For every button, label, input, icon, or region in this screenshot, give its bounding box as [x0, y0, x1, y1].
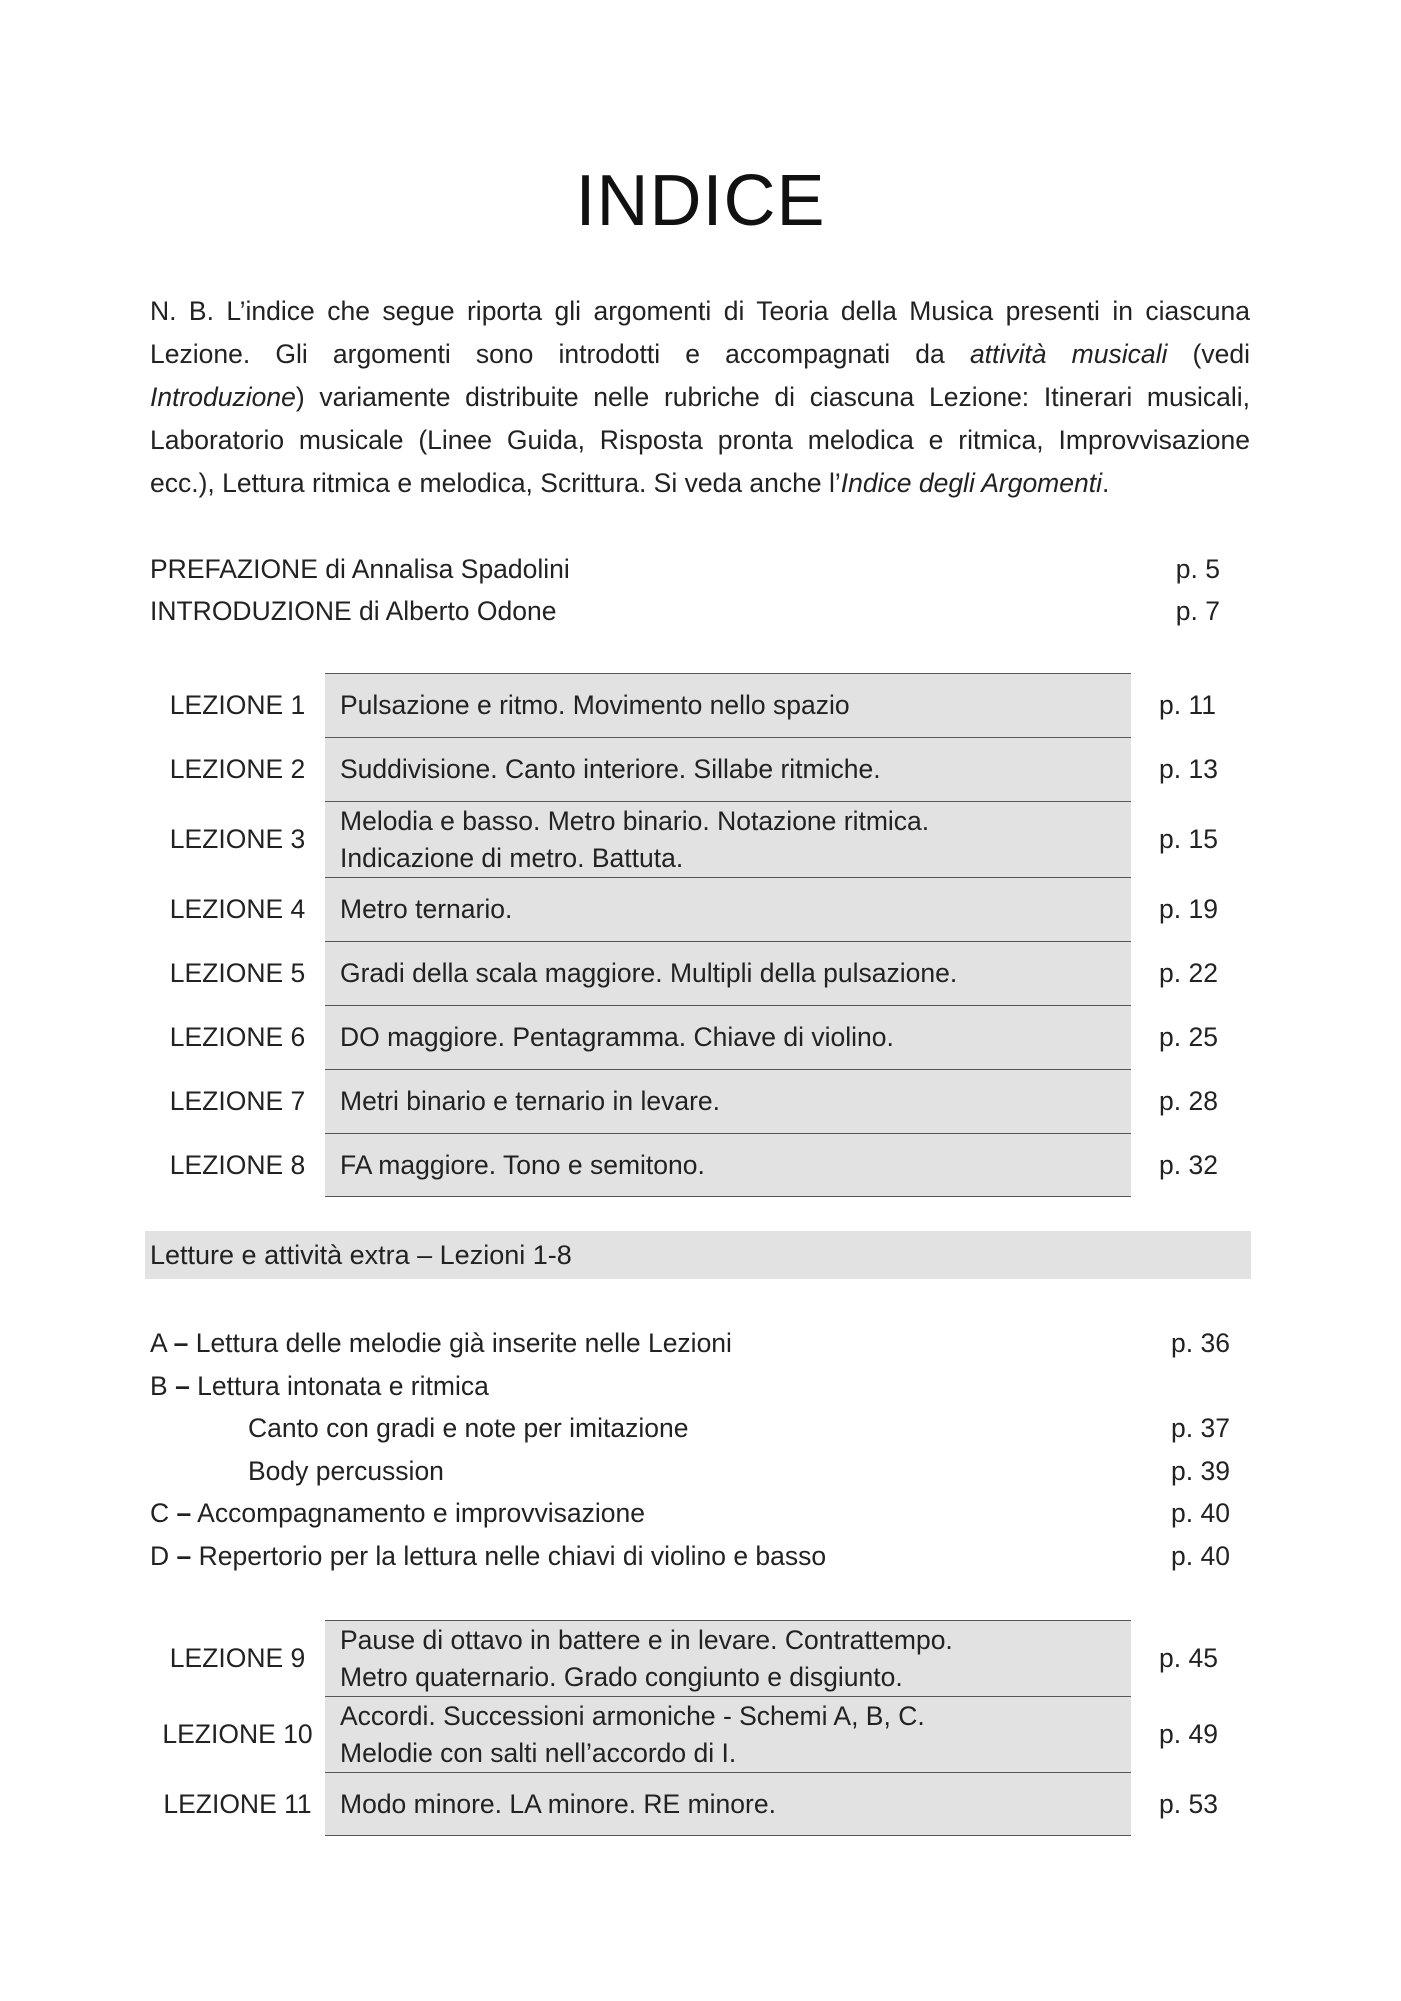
lesson-topic-line: Suddivisione. Canto interiore. Sillabe ritmiche. — [340, 754, 881, 784]
lesson-topic-line: Metri binario e ternario in levare. — [340, 1086, 721, 1116]
lesson-label: LEZIONE 4 — [169, 893, 306, 924]
lesson-page: p. 11 — [1159, 689, 1216, 720]
lesson-row[interactable] — [150, 1772, 1230, 1836]
extra-item[interactable] — [150, 1450, 1230, 1493]
lesson-label: LEZIONE 6 — [169, 1021, 306, 1052]
lesson-row[interactable] — [150, 1069, 1230, 1133]
front-matter-list — [150, 548, 1220, 632]
lesson-row[interactable] — [150, 941, 1230, 1005]
extra-item[interactable] — [150, 1535, 1230, 1578]
extra-item[interactable] — [150, 1365, 1230, 1408]
lesson-page: p. 32 — [1159, 1149, 1218, 1180]
note-line-2-a: Lezione. Gli argomenti sono introdotti e accompagnati da — [150, 339, 970, 369]
lesson-page: p. 22 — [1159, 957, 1218, 988]
lessons-table-1 — [150, 673, 1230, 1197]
lesson-topic-line: Gradi della scala maggiore. Multipli della pulsazione. — [340, 958, 958, 988]
lesson-topics — [325, 1772, 1131, 1836]
lesson-page: p. 25 — [1159, 1021, 1218, 1052]
note-line-2-italic: attività musicali — [969, 339, 1168, 369]
lesson-topics — [325, 1620, 1131, 1696]
extra-page: p. 37 — [1171, 1413, 1230, 1443]
extra-label: Body percussion — [248, 1455, 444, 1486]
front-matter-label: PREFAZIONE di Annalisa Spadolini — [150, 554, 570, 584]
extra-label: Canto con gradi e note per imitazione — [248, 1413, 689, 1443]
extra-item[interactable] — [150, 1492, 1230, 1535]
extra-letter: B — [150, 1370, 168, 1401]
extra-label: Lettura delle melodie già inserite nelle Lezioni — [188, 1328, 732, 1358]
extra-dash: – — [175, 1370, 190, 1401]
lesson-row[interactable] — [150, 1133, 1230, 1197]
lesson-page: p. 49 — [1159, 1718, 1218, 1749]
lesson-topics — [325, 1005, 1131, 1069]
lesson-topics — [325, 877, 1131, 941]
lesson-topic-line: Melodie con salti nell’accordo di I. — [340, 1737, 737, 1768]
note-line-3 — [150, 376, 1250, 419]
lesson-page: p. 45 — [1159, 1642, 1218, 1673]
lesson-row[interactable] — [150, 1620, 1230, 1696]
lesson-topics — [325, 673, 1131, 737]
lesson-topic-line: Accordi. Successioni armoniche - Schemi A, B, C. — [340, 1700, 925, 1731]
front-matter-label: INTRODUZIONE di Alberto Odone — [150, 596, 557, 626]
note-line-3-italic: Introduzione — [150, 382, 296, 412]
lesson-topic-line: DO maggiore. Pentagramma. Chiave di violino. — [340, 1022, 894, 1052]
extra-page: p. 40 — [1171, 1498, 1230, 1528]
lesson-page: p. 13 — [1159, 753, 1218, 784]
lesson-row[interactable] — [150, 1696, 1230, 1772]
lesson-row[interactable] — [150, 673, 1230, 737]
page-title: INDICE — [575, 161, 826, 241]
lesson-topics — [325, 1133, 1131, 1197]
note-line-5-b: . — [1102, 468, 1110, 498]
front-matter-page: p. 5 — [1175, 554, 1220, 584]
lesson-row[interactable] — [150, 737, 1230, 801]
extra-item[interactable] — [150, 1322, 1230, 1365]
lesson-topic-line: Pulsazione e ritmo. Movimento nello spazio — [340, 690, 850, 720]
lesson-label: LEZIONE 10 — [162, 1718, 313, 1749]
front-matter-item[interactable] — [150, 590, 1220, 632]
lessons-table-2 — [150, 1620, 1230, 1836]
lesson-topic-line: Pause di ottavo in battere e in levare. Contrattempo. — [340, 1624, 953, 1655]
lesson-topics — [325, 801, 1131, 877]
extra-dash: – — [176, 1498, 192, 1528]
lesson-label: LEZIONE 8 — [169, 1149, 306, 1180]
extra-letter: A — [150, 1328, 167, 1358]
extra-letter: D — [150, 1540, 170, 1571]
lesson-topics — [325, 737, 1131, 801]
lesson-row[interactable] — [150, 877, 1230, 941]
extra-page: p. 36 — [1171, 1328, 1230, 1358]
extra-label: Accompagnamento e improvvisazione — [191, 1498, 645, 1528]
lesson-row[interactable] — [150, 801, 1230, 877]
note-line-3-b: ) variamente distribuite nelle rubriche di ciascuna Lezione: Itinerari musicali, — [295, 382, 1250, 412]
note-line-5-a: ecc.), Lettura ritmica e melodica, Scrittura. Si veda anche l’ — [150, 468, 841, 498]
extra-letter: C — [150, 1498, 170, 1528]
note-line-4: Laboratorio musicale (Linee Guida, Risposta pronta melodica e ritmica, Improvvisazione — [150, 425, 1250, 455]
lesson-label: LEZIONE 7 — [169, 1085, 306, 1116]
lesson-label: LEZIONE 1 — [169, 689, 306, 720]
extra-page: p. 39 — [1171, 1455, 1230, 1486]
lesson-label: LEZIONE 5 — [169, 957, 306, 988]
lesson-topic-line: FA maggiore. Tono e semitono. — [340, 1149, 705, 1180]
extra-dash: – — [176, 1540, 192, 1571]
lesson-topic-line: Metro ternario. — [340, 894, 513, 924]
extra-label: Lettura intonata e ritmica — [189, 1370, 489, 1401]
extra-page: p. 40 — [1171, 1540, 1230, 1571]
lesson-row[interactable] — [150, 1005, 1230, 1069]
lesson-topics — [325, 941, 1131, 1005]
lesson-label: LEZIONE 11 — [163, 1788, 312, 1819]
extra-dash: – — [173, 1328, 189, 1358]
lesson-topics — [325, 1069, 1131, 1133]
lesson-topic-line: Indicazione di metro. Battuta. — [340, 842, 684, 873]
lesson-topics — [325, 1696, 1131, 1772]
front-matter-page: p. 7 — [1175, 596, 1220, 626]
lesson-topic-line: Melodia e basso. Metro binario. Notazione ritmica. — [340, 805, 930, 836]
lesson-page: p. 28 — [1159, 1085, 1218, 1116]
lesson-page: p. 15 — [1159, 823, 1218, 854]
front-matter-item[interactable] — [150, 548, 1220, 590]
extra-label: Repertorio per la lettura nelle chiavi di violino e basso — [191, 1540, 827, 1571]
lesson-label: LEZIONE 3 — [169, 823, 306, 854]
lesson-page: p. 19 — [1159, 893, 1218, 924]
note-line-2 — [150, 333, 1250, 376]
lesson-topic-line: Modo minore. LA minore. RE minore. — [340, 1788, 776, 1819]
extra-item[interactable] — [150, 1407, 1230, 1450]
note-line-5 — [150, 462, 1250, 505]
section-header: Letture e attività extra – Lezioni 1-8 — [145, 1231, 1251, 1279]
lesson-label: LEZIONE 9 — [169, 1642, 306, 1673]
lesson-topic-line: Metro quaternario. Grado congiunto e disgiunto. — [340, 1661, 903, 1692]
note-line-2-b: (vedi — [1167, 339, 1250, 369]
extras-list — [150, 1322, 1230, 1577]
note-line-5-italic: Indice degli Argomenti — [840, 468, 1102, 498]
lesson-label: LEZIONE 2 — [169, 753, 306, 784]
intro-note — [150, 290, 1250, 505]
note-line-1: N. B. L’indice che segue riporta gli argomenti di Teoria della Musica presenti in ciascuna — [150, 296, 1250, 326]
lesson-page: p. 53 — [1159, 1788, 1218, 1819]
